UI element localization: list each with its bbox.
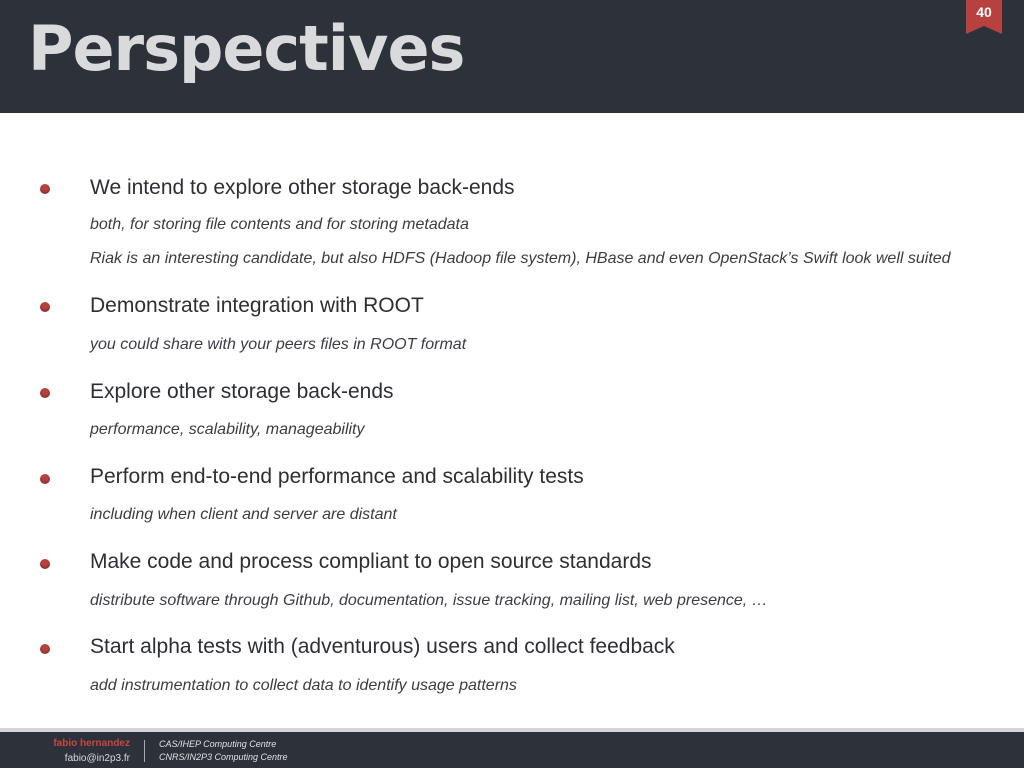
sub-bullet-text: add instrumentation to collect data to identify usage patterns <box>90 677 517 694</box>
sub-bullet-text: including when client and server are distant <box>90 506 397 523</box>
affiliation-line: CAS/IHEP Computing Centre <box>159 739 277 749</box>
bullet-dot-icon <box>40 302 50 312</box>
sub-bullet-text: you could share with your peers files in ROOT format <box>90 336 467 353</box>
slide-title: Perspectives <box>28 12 465 85</box>
bullet-dot-icon <box>40 474 50 484</box>
affiliation-line: CNRS/IN2P3 Computing Centre <box>159 752 288 762</box>
bullet-dot-icon <box>40 184 50 194</box>
footer-separator <box>144 740 145 762</box>
page-number: 40 <box>976 4 992 20</box>
bullet-text: Make code and process compliant to open source standards <box>90 550 652 573</box>
bullet-dot-icon <box>40 559 50 569</box>
bullet-text: Start alpha tests with (adventurous) users and collect feedback <box>90 635 675 658</box>
sub-bullet-text: both, for storing file contents and for storing metadata <box>90 216 469 233</box>
bullet-text: Perform end-to-end performance and scalability tests <box>90 465 584 488</box>
author-email: fabio@in2p3.fr <box>64 753 130 764</box>
bullet-text: Demonstrate integration with ROOT <box>90 294 424 317</box>
bullet-dot-icon <box>40 388 50 398</box>
bullet-dot-icon <box>40 644 50 654</box>
slide-footer <box>0 732 1024 768</box>
sub-bullet-text: Riak is an interesting candidate, but also HDFS (Hadoop file system), HBase and even OpenStack’s Swift look well suited <box>90 250 951 267</box>
slide-header <box>0 0 1024 113</box>
author-name: fabio hernandez <box>53 738 130 749</box>
bullet-text: We intend to explore other storage back-ends <box>90 176 515 199</box>
sub-bullet-text: performance, scalability, manageability <box>90 421 365 438</box>
page-number-badge <box>966 0 1002 34</box>
bullet-text: Explore other storage back-ends <box>90 380 394 403</box>
sub-bullet-text: distribute software through Github, documentation, issue tracking, mailing list, web presence, … <box>90 592 768 609</box>
